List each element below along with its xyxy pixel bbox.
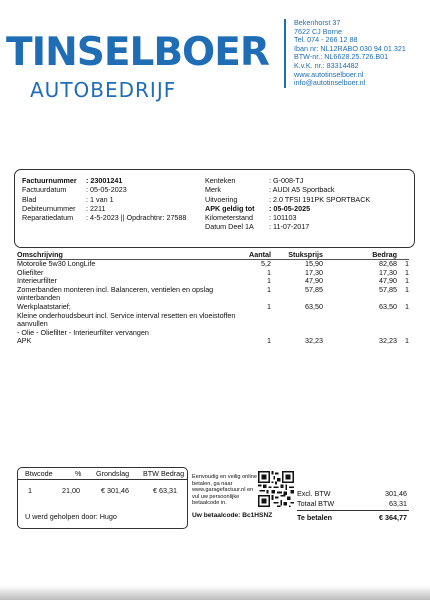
item-price: 15,90 (305, 259, 323, 268)
helped-by: U werd geholpen door: Hugo (25, 512, 117, 521)
items-table-body (17, 260, 409, 346)
item-vat-code: 1 (405, 259, 409, 268)
header-description: Omschrijving (17, 250, 63, 259)
left-header-row (22, 204, 186, 213)
table-row (17, 337, 409, 346)
grand-total-row (297, 513, 409, 523)
page-edge-shadow (0, 586, 430, 600)
table-row (17, 286, 409, 303)
right-header-row (205, 185, 370, 194)
item-description (17, 337, 241, 346)
item-vat-code: 1 (405, 336, 409, 346)
item-total: 32,23 (379, 336, 397, 346)
item-qty: 1 (267, 336, 271, 346)
vehicle-details (205, 176, 370, 232)
header-price: Stuksprijs (288, 250, 323, 259)
header-label: Datum Deel 1A (205, 222, 254, 232)
item-vat-code: 1 (405, 301, 409, 311)
header-value: : 1 van 1 (86, 194, 114, 204)
invoice-details (22, 176, 186, 222)
payment-code: Uw betaalcode: Bc1HSNZ (192, 512, 273, 519)
header-label: Factuurnummer (22, 176, 77, 185)
description-line: winterbanden (17, 293, 61, 303)
grand-total-value: € 364,77 (379, 513, 407, 522)
item-qty: 1 (267, 301, 271, 311)
vat-header-code: Btwcode (25, 469, 53, 478)
header-value: : AUDI A5 Sportback (269, 185, 335, 195)
grand-total-label: Te betalen (297, 513, 333, 522)
header-qty: Aantal (249, 250, 271, 259)
company-btw: BTW-nr.: NL6628.25.726.B01 (294, 52, 389, 62)
item-total: 57,85 (379, 284, 397, 294)
header-label: Blad (22, 194, 37, 204)
vat-header-base: Grondslag (96, 469, 130, 478)
header-label: Kilometerstand (205, 213, 253, 223)
company-postal: 7622 CJ Borne (294, 26, 342, 36)
item-price: 57,85 (305, 284, 323, 294)
totals-divider (297, 510, 409, 511)
vat-table-header (18, 468, 187, 480)
item-description (17, 286, 241, 303)
header-label: Debiteurnummer (22, 203, 76, 213)
left-header-row (22, 176, 186, 185)
description-line: Oliefilter (17, 267, 44, 277)
item-vat-code: 1 (405, 276, 409, 286)
item-qty: 1 (267, 284, 271, 294)
header-label: APK geldig tot (205, 203, 255, 213)
header-value: : 2.0 TFSI 191PK SPORTBACK (269, 194, 371, 204)
description-line: Interieurfilter (17, 276, 57, 286)
description-line: Werkplaatstarief; (17, 301, 71, 311)
header-value: : 05-05-2025 (269, 203, 311, 213)
right-header-row (205, 204, 370, 213)
logo-wordmark: TINSELBOER (6, 30, 269, 75)
excl-label: Excl. BTW (297, 489, 331, 498)
vat-label: Totaal BTW (297, 499, 335, 508)
item-total: 17,30 (379, 267, 397, 277)
description-line: - Olie - Oliefilter - Interieurfilter vervangen (17, 327, 149, 337)
item-price: 47,90 (305, 276, 323, 286)
company-email[interactable]: info@autotinselboer.nl (294, 78, 366, 88)
header-value: : 4-5-2023 || Opdrachtnr: 27588 (86, 213, 187, 223)
item-qty: 5,2 (261, 259, 271, 268)
header-value: : 2211 (86, 203, 106, 213)
vat-base: € 301,46 (101, 486, 129, 495)
vat-value: 63,31 (389, 499, 407, 508)
item-vat-code: 1 (405, 267, 409, 277)
header-value: : 11-07-2017 (269, 222, 310, 232)
right-header-row (205, 176, 370, 185)
header-value: : 05-05-2023 (86, 185, 127, 195)
item-vat-code: 1 (405, 284, 409, 294)
vat-code: 1 (28, 486, 32, 495)
item-qty: 1 (267, 276, 271, 286)
item-total: 63,50 (379, 301, 397, 311)
company-kvk: K.v.K. nr.: 83314482 (294, 60, 359, 70)
excl-value: 301,46 (385, 489, 407, 498)
item-description (17, 260, 241, 269)
header-value: : 23001241 (86, 176, 123, 185)
header-label: Kenteken (205, 176, 236, 185)
company-address: Bekenhorst 37 (294, 18, 341, 27)
description-line: Motorolie 5w30 LongLife (17, 259, 96, 268)
item-qty: 1 (267, 267, 271, 277)
table-row (17, 269, 409, 278)
vat-table-row (18, 485, 187, 497)
items-table (17, 250, 409, 346)
item-price: 17,30 (305, 267, 323, 277)
logo-subtitle: AUTOBEDRIJF (30, 78, 177, 102)
company-website[interactable]: www.autotinselboer.nl (294, 69, 364, 79)
header-total: Bedrag (372, 250, 397, 259)
description-line: Kleine onderhoudsbeurt incl. Service interval resetten en vloeistoffen (17, 310, 236, 320)
company-iban: Iban nr: NL12RABO 030 94 01 321 (294, 43, 406, 53)
total-vat-row (297, 499, 409, 509)
company-logo (6, 30, 269, 102)
left-header-row (22, 195, 186, 204)
header-label: Factuurdatum (22, 185, 67, 195)
left-header-row (22, 185, 186, 194)
item-total: 82,68 (379, 259, 397, 268)
description-line: Zomerbanden monteren incl. Balanceren, ventielen en opslag (17, 284, 214, 294)
vat-header-amount: BTW Bedrag (143, 469, 185, 478)
header-label: Reparatiedatum (22, 213, 74, 223)
header-value: : G-008-TJ (269, 176, 304, 185)
right-header-row (205, 213, 370, 222)
vat-pct: 21,00 (62, 486, 80, 495)
totals-block (297, 489, 409, 523)
table-row (17, 260, 409, 269)
item-price: 63,50 (305, 301, 323, 311)
table-row (17, 303, 409, 337)
item-price: 32,23 (305, 336, 323, 346)
right-header-row (205, 195, 370, 204)
description-line: APK (17, 336, 32, 346)
company-info (284, 19, 428, 88)
vat-summary-box (17, 467, 188, 529)
header-value: : 101103 (269, 213, 297, 223)
qr-code-icon[interactable] (258, 471, 294, 507)
description-line: aanvullen (17, 319, 48, 329)
header-label: Merk (205, 185, 221, 195)
vat-amount: € 63,31 (153, 486, 177, 495)
payment-instructions: Eenvoudig en veilig online betalen, ga naar www.garagefactuur.nl en vul uw persoonlijke betaalcode in. (192, 474, 257, 507)
vat-header-pct: % (75, 469, 82, 478)
header-label: Uitvoering (205, 194, 238, 204)
total-excl-row (297, 489, 409, 499)
left-header-row (22, 213, 186, 222)
invoice-header-box (14, 169, 415, 248)
right-header-row (205, 222, 370, 231)
item-description (17, 303, 241, 337)
item-total: 47,90 (379, 276, 397, 286)
company-phone: Tel. 074 - 266 12 88 (294, 35, 358, 45)
